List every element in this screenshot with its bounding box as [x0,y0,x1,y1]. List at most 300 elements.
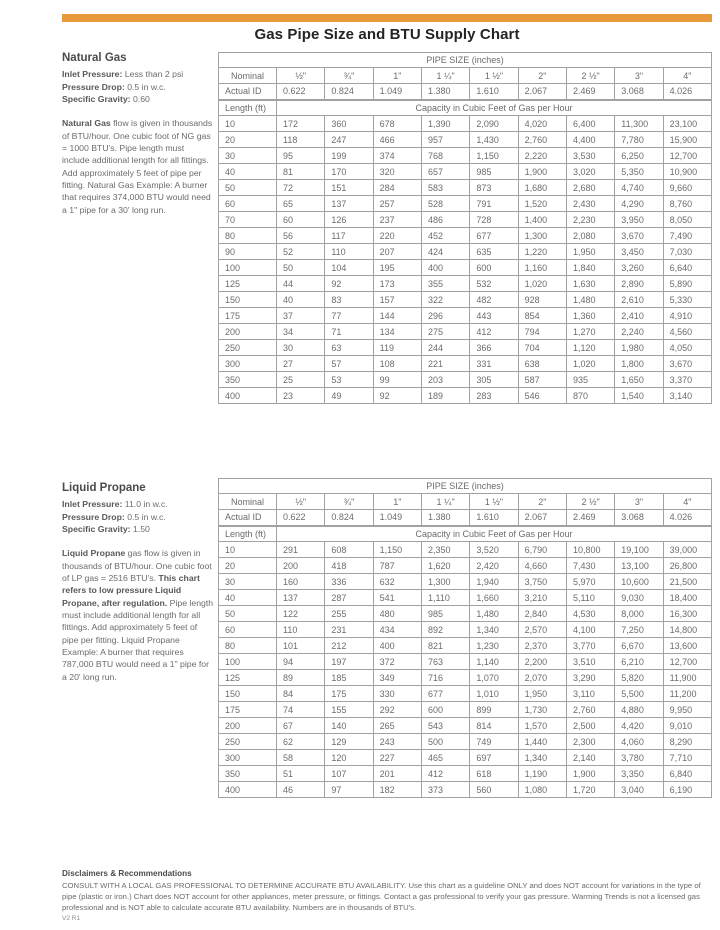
capacity-value: 52 [277,244,325,260]
length-value: 125 [219,276,277,292]
capacity-value: 104 [325,260,373,276]
length-value: 250 [219,340,277,356]
length-value: 80 [219,228,277,244]
capacity-value: 638 [518,356,566,372]
capacity-value: 7,250 [615,622,663,638]
capacity-value: 4,050 [663,340,711,356]
capacity-value: 5,350 [615,164,663,180]
capacity-value: 821 [421,638,469,654]
capacity-value: 1,520 [518,196,566,212]
capacity-value: 3,350 [615,766,663,782]
capacity-value: 330 [373,686,421,702]
capacity-value: 3,950 [615,212,663,228]
capacity-value: 794 [518,324,566,340]
capacity-value: 1,730 [518,702,566,718]
capacity-value: 1,120 [566,340,614,356]
capacity-data-row [219,388,712,404]
disclaimers-heading: Disclaimers & Recommendations [62,869,192,878]
capacity-value: 528 [421,196,469,212]
natural-gas-description: Natural Gas flow is given in thousands of BTU/hour. One cubic foot of NG gas = 1000 BTU's. Pipe length must include additional length for all fittings. Add approximately 5 feet of pipe per fitting. Natural Gas Example: A burner that requires 374,000 BTU would need a 1" pipe for a 30' long run. [62,118,213,215]
capacity-value: 2,230 [566,212,614,228]
capacity-value: 5,820 [615,670,663,686]
capacity-value: 185 [325,670,373,686]
capacity-value: 320 [373,164,421,180]
capacity-value: 62 [277,734,325,750]
capacity-value: 92 [325,276,373,292]
capacity-label: Capacity in Cubic Feet of Gas per Hour [277,526,712,542]
capacity-value: 1,480 [470,606,518,622]
capacity-value: 129 [325,734,373,750]
capacity-value: 283 [470,388,518,404]
nominal-size: ½" [277,494,325,510]
capacity-value: 3,510 [566,654,614,670]
actual-id-row [219,84,712,100]
capacity-value: 30 [277,340,325,356]
capacity-value: 618 [470,766,518,782]
capacity-value: 2,090 [470,116,518,132]
capacity-value: 4,740 [615,180,663,196]
nominal-size: 2 ½" [566,68,614,84]
capacity-data-row [219,132,712,148]
capacity-value: 1,650 [615,372,663,388]
capacity-value: 1,150 [373,542,421,558]
length-value: 10 [219,542,277,558]
capacity-value: 1,480 [566,292,614,308]
liquid-propane-specs [62,498,214,535]
capacity-value: 6,210 [615,654,663,670]
capacity-value: 117 [325,228,373,244]
pipe-size-header: PIPE SIZE (inches) [219,479,712,494]
capacity-value: 2,680 [566,180,614,196]
nominal-size: 1 ½" [470,494,518,510]
liquid-propane-heading: Liquid Propane [62,482,146,494]
length-value: 300 [219,750,277,766]
capacity-value: 65 [277,196,325,212]
nominal-size: ½" [277,68,325,84]
nominal-size: 3" [615,494,663,510]
length-value: 150 [219,292,277,308]
capacity-value: 21,500 [663,574,711,590]
length-value: 125 [219,670,277,686]
capacity-value: 480 [373,606,421,622]
capacity-value: 1,400 [518,212,566,228]
capacity-value: 160 [277,574,325,590]
capacity-value: 170 [325,164,373,180]
capacity-value: 83 [325,292,373,308]
capacity-value: 716 [421,670,469,686]
capacity-value: 3,670 [663,356,711,372]
nominal-size: 1 ¼" [421,494,469,510]
nominal-size: 1" [373,68,421,84]
capacity-value: 749 [470,734,518,750]
capacity-value: 3,750 [518,574,566,590]
pipe-size-header-row [219,53,712,68]
capacity-value: 928 [518,292,566,308]
actual-id-row [219,510,712,526]
capacity-value: 2,760 [566,702,614,718]
capacity-value: 1,430 [470,132,518,148]
capacity-value: 212 [325,638,373,654]
capacity-value: 4,020 [518,116,566,132]
capacity-value: 635 [470,244,518,260]
capacity-value: 1,220 [518,244,566,260]
capacity-value: 287 [325,590,373,606]
capacity-value: 8,290 [663,734,711,750]
capacity-value: 4,560 [663,324,711,340]
capacity-value: 39,000 [663,542,711,558]
capacity-value: 3,780 [615,750,663,766]
length-value: 60 [219,196,277,212]
nominal-size: ¾" [325,68,373,84]
capacity-value: 892 [421,622,469,638]
length-value: 175 [219,702,277,718]
capacity-value: 81 [277,164,325,180]
capacity-value: 728 [470,212,518,228]
capacity-value: 2,200 [518,654,566,670]
length-value: 50 [219,180,277,196]
capacity-value: 5,110 [566,590,614,606]
capacity-value: 1,720 [566,782,614,798]
spec-line: Inlet Pressure: Less than 2 psi [62,69,184,80]
length-value: 30 [219,574,277,590]
capacity-value: 360 [325,116,373,132]
capacity-value: 227 [373,750,421,766]
capacity-value: 189 [421,388,469,404]
capacity-value: 137 [277,590,325,606]
capacity-value: 60 [277,212,325,228]
length-value: 30 [219,148,277,164]
capacity-value: 23,100 [663,116,711,132]
capacity-value: 71 [325,324,373,340]
capacity-label: Capacity in Cubic Feet of Gas per Hour [277,100,712,116]
capacity-value: 23 [277,388,325,404]
capacity-value: 207 [373,244,421,260]
actual-id-value: 1.610 [470,84,518,100]
capacity-value: 4,290 [615,196,663,212]
capacity-value: 3,210 [518,590,566,606]
liquid-propane-description: Liquid Propane gas flow is given in thousands of BTU/hour. One cubic foot of LP gas = 2516 BTU's. This chart refers to low pressure Liquid Propane, after regulation. Pipe length must include additional length for all fittings. Add approximately 5 feet of pipe per fitting. Liquid Propane Example: A burner that requires 787,000 BTU would need a 1" pipe for a 20' long run. [62,548,214,682]
capacity-value: 4,660 [518,558,566,574]
capacity-value: 3,020 [566,164,614,180]
actual-id-value: 0.824 [325,84,373,100]
capacity-data-row [219,606,712,622]
capacity-value: 18,400 [663,590,711,606]
capacity-value: 201 [373,766,421,782]
capacity-value: 296 [421,308,469,324]
capacity-value: 1,680 [518,180,566,196]
capacity-value: 3,140 [663,388,711,404]
length-value: 150 [219,686,277,702]
capacity-value: 5,330 [663,292,711,308]
capacity-value: 541 [373,590,421,606]
capacity-value: 6,790 [518,542,566,558]
capacity-value: 355 [421,276,469,292]
length-value: 350 [219,372,277,388]
capacity-value: 412 [470,324,518,340]
capacity-value: 787 [373,558,421,574]
capacity-value: 110 [277,622,325,638]
capacity-value: 4,530 [566,606,614,622]
natural-gas-heading: Natural Gas [62,52,127,64]
capacity-value: 257 [373,196,421,212]
capacity-data-row [219,180,712,196]
capacity-header-row [219,100,712,116]
capacity-value: 137 [325,196,373,212]
length-value: 200 [219,324,277,340]
capacity-value: 600 [421,702,469,718]
capacity-value: 985 [421,606,469,622]
capacity-value: 173 [373,276,421,292]
capacity-value: 4,060 [615,734,663,750]
capacity-value: 25 [277,372,325,388]
capacity-value: 157 [373,292,421,308]
capacity-data-row [219,340,712,356]
capacity-value: 412 [421,766,469,782]
capacity-data-row [219,622,712,638]
length-value: 100 [219,654,277,670]
nominal-size: 2" [518,494,566,510]
capacity-value: 16,300 [663,606,711,622]
capacity-value: 122 [277,606,325,622]
capacity-value: 275 [421,324,469,340]
capacity-value: 243 [373,734,421,750]
capacity-value: 1,940 [470,574,518,590]
length-value: 400 [219,782,277,798]
capacity-value: 1,190 [518,766,566,782]
capacity-value: 452 [421,228,469,244]
capacity-value: 37 [277,308,325,324]
actual-id-value: 1.380 [421,84,469,100]
nominal-label: Nominal [219,494,277,510]
capacity-value: 791 [470,196,518,212]
capacity-value: 434 [373,622,421,638]
capacity-data-row [219,356,712,372]
length-value: 175 [219,308,277,324]
capacity-value: 26,800 [663,558,711,574]
capacity-value: 2,240 [615,324,663,340]
actual-id-value: 2.469 [566,84,614,100]
capacity-value: 935 [566,372,614,388]
capacity-value: 763 [421,654,469,670]
capacity-value: 3,450 [615,244,663,260]
nominal-row [219,68,712,84]
capacity-value: 1,140 [470,654,518,670]
actual-id-value: 1.610 [470,510,518,526]
capacity-value: 11,300 [615,116,663,132]
capacity-value: 1,570 [518,718,566,734]
liquid-propane-sidebar [62,480,214,683]
capacity-value: 46 [277,782,325,798]
capacity-value: 1,080 [518,782,566,798]
nominal-label: Nominal [219,68,277,84]
disclaimers-text: CONSULT WITH A LOCAL GAS PROFESSIONAL TO DETERMINE ACCURATE BTU AVAILABILITY. Use this chart as a guideline ONLY and does NOT account for variations in the type of pipe (plastic or iron.) Chart does NOT account for other appliances, meter pressure, or fittings. Contact a gas professional to verify your gas pressure. Warming Trends is not a licensed gas professional and is NOT able to calculate accurate BTU availability. Numbers are in thousands of BTU's. [62,880,701,913]
capacity-value: 8,760 [663,196,711,212]
capacity-value: 1,300 [421,574,469,590]
capacity-value: 1,070 [470,670,518,686]
actual-id-value: 4.026 [663,510,711,526]
capacity-value: 1,900 [518,164,566,180]
capacity-value: 1,620 [421,558,469,574]
capacity-value: 291 [277,542,325,558]
capacity-data-row [219,686,712,702]
capacity-value: 632 [373,574,421,590]
capacity-value: 5,970 [566,574,614,590]
capacity-value: 4,400 [566,132,614,148]
capacity-data-row [219,558,712,574]
capacity-value: 27 [277,356,325,372]
capacity-data-row [219,308,712,324]
natural-gas-specs [62,68,214,105]
capacity-value: 247 [325,132,373,148]
capacity-value: 12,700 [663,654,711,670]
capacity-value: 331 [470,356,518,372]
capacity-value: 1,010 [470,686,518,702]
capacity-value: 77 [325,308,373,324]
capacity-value: 172 [277,116,325,132]
capacity-value: 8,000 [615,606,663,622]
capacity-value: 678 [373,116,421,132]
capacity-value: 349 [373,670,421,686]
capacity-value: 1,160 [518,260,566,276]
capacity-value: 3,260 [615,260,663,276]
capacity-value: 94 [277,654,325,670]
capacity-value: 768 [421,148,469,164]
length-value: 250 [219,734,277,750]
length-value: 40 [219,164,277,180]
capacity-value: 899 [470,702,518,718]
capacity-value: 2,300 [566,734,614,750]
capacity-value: 957 [421,132,469,148]
capacity-data-row [219,670,712,686]
capacity-value: 95 [277,148,325,164]
capacity-value: 305 [470,372,518,388]
spec-line: Pressure Drop: 0.5 in w.c. [62,511,166,522]
capacity-value: 486 [421,212,469,228]
capacity-value: 1,020 [518,276,566,292]
spec-line: Inlet Pressure: 11.0 in w.c. [62,499,168,510]
nominal-size: 4" [663,494,711,510]
capacity-value: 151 [325,180,373,196]
length-value: 400 [219,388,277,404]
capacity-value: 1,980 [615,340,663,356]
capacity-value: 560 [470,782,518,798]
capacity-value: 1,340 [518,750,566,766]
capacity-value: 2,760 [518,132,566,148]
capacity-value: 3,370 [663,372,711,388]
capacity-value: 1,340 [470,622,518,638]
page-title: Gas Pipe Size and BTU Supply Chart [254,26,520,43]
capacity-value: 4,910 [663,308,711,324]
capacity-value: 400 [421,260,469,276]
capacity-value: 7,710 [663,750,711,766]
length-label: Length (ft) [219,100,277,116]
capacity-value: 322 [421,292,469,308]
capacity-value: 1,110 [421,590,469,606]
natural-gas-sidebar [62,50,214,216]
capacity-value: 220 [373,228,421,244]
actual-id-value: 2.469 [566,510,614,526]
capacity-value: 10,600 [615,574,663,590]
capacity-value: 67 [277,718,325,734]
capacity-data-row [219,654,712,670]
capacity-value: 1,900 [566,766,614,782]
capacity-value: 175 [325,686,373,702]
capacity-value: 2,500 [566,718,614,734]
capacity-data-row [219,196,712,212]
capacity-value: 532 [470,276,518,292]
capacity-value: 657 [421,164,469,180]
capacity-value: 140 [325,718,373,734]
capacity-value: 118 [277,132,325,148]
footer-disclaimers [62,868,714,924]
capacity-value: 1,950 [518,686,566,702]
capacity-value: 3,670 [615,228,663,244]
capacity-value: 50 [277,260,325,276]
capacity-data-row [219,750,712,766]
capacity-data-row [219,542,712,558]
capacity-value: 2,840 [518,606,566,622]
capacity-value: 15,900 [663,132,711,148]
nominal-row [219,494,712,510]
capacity-value: 119 [373,340,421,356]
capacity-value: 8,050 [663,212,711,228]
nominal-size: 4" [663,68,711,84]
capacity-value: 7,030 [663,244,711,260]
length-value: 350 [219,766,277,782]
capacity-value: 58 [277,750,325,766]
capacity-value: 120 [325,750,373,766]
capacity-header-row [219,526,712,542]
capacity-value: 543 [421,718,469,734]
capacity-value: 11,200 [663,686,711,702]
length-value: 20 [219,132,277,148]
nominal-size: 1 ½" [470,68,518,84]
capacity-value: 424 [421,244,469,260]
length-value: 200 [219,718,277,734]
capacity-value: 10,800 [566,542,614,558]
capacity-value: 200 [277,558,325,574]
capacity-value: 697 [470,750,518,766]
capacity-value: 155 [325,702,373,718]
pipe-size-header-row [219,479,712,494]
capacity-value: 3,110 [566,686,614,702]
capacity-value: 19,100 [615,542,663,558]
capacity-value: 1,390 [421,116,469,132]
capacity-data-row [219,324,712,340]
actual-id-value: 1.380 [421,510,469,526]
capacity-value: 482 [470,292,518,308]
actual-id-value: 1.049 [373,510,421,526]
actual-id-value: 2.067 [518,84,566,100]
capacity-value: 6,400 [566,116,614,132]
capacity-value: 3,530 [566,148,614,164]
capacity-value: 2,610 [615,292,663,308]
capacity-data-row [219,148,712,164]
capacity-value: 600 [470,260,518,276]
capacity-value: 265 [373,718,421,734]
capacity-value: 5,500 [615,686,663,702]
capacity-value: 292 [373,702,421,718]
capacity-value: 3,770 [566,638,614,654]
version-label: V2 R1 [62,915,81,923]
capacity-value: 372 [373,654,421,670]
nominal-size: 3" [615,68,663,84]
capacity-value: 704 [518,340,566,356]
capacity-value: 1,800 [615,356,663,372]
capacity-value: 1,540 [615,388,663,404]
capacity-value: 1,950 [566,244,614,260]
capacity-value: 500 [421,734,469,750]
